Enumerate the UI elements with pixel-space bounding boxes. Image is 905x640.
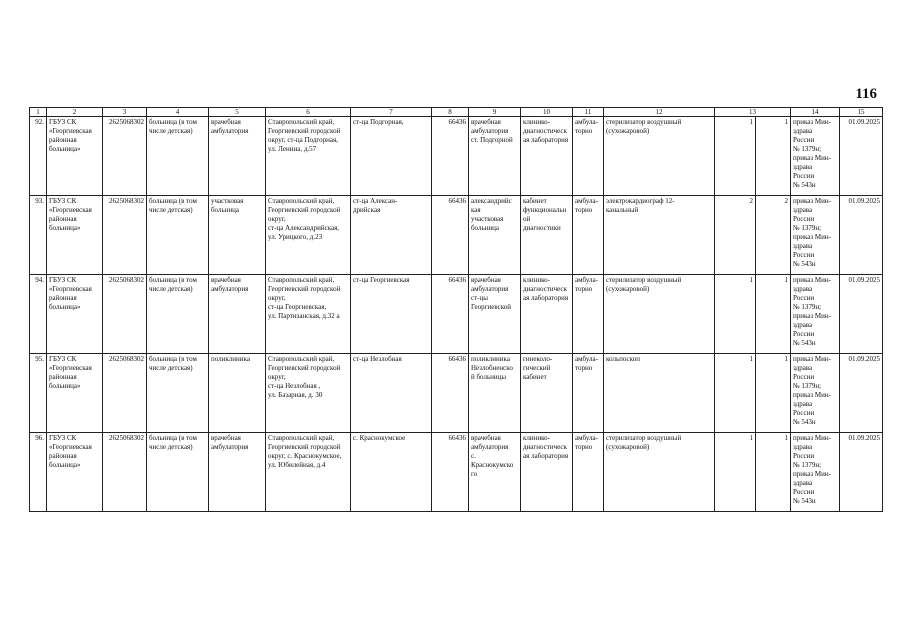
address-cell: Ставропольский край, Георгиевский городской округ, с. Краснокумское, ул. Юбилейная, д.4	[266, 433, 351, 512]
oktmo-code-cell: 66436	[432, 196, 469, 275]
organization-name-cell: ГБУЗ СК «Георгиевская районная больница»	[47, 354, 103, 433]
department-cell: клинико- диагностическ ая лаборатория	[521, 117, 573, 196]
quantity-required-cell: 1	[715, 433, 756, 512]
department-cell: кабинет функциональн ой диагностики	[521, 196, 573, 275]
quantity-planned-cell: 2	[756, 196, 791, 275]
oktmo-code-cell: 66436	[432, 354, 469, 433]
delivery-date-cell: 01.09.2025	[840, 354, 883, 433]
header-cell: 7	[351, 108, 432, 117]
header-cell: 3	[103, 108, 147, 117]
settlement-cell: с. Краснокумское	[351, 433, 432, 512]
facility-type-cell: больница (в том числе детская)	[147, 354, 209, 433]
organization-name-cell: ГБУЗ СК «Георгиевская районная больница»	[47, 117, 103, 196]
subdivision-name-cell: александрийс кая участковая больница	[469, 196, 521, 275]
facility-type-cell: больница (в том числе детская)	[147, 275, 209, 354]
subdivision-name-cell: врачебная амбулатория ст. Подгорной	[469, 117, 521, 196]
header-cell: 13	[715, 108, 791, 117]
delivery-date-cell: 01.09.2025	[840, 433, 883, 512]
organization-name-cell: ГБУЗ СК «Георгиевская районная больница»	[47, 433, 103, 512]
subdivision-type-cell: поликлиника	[209, 354, 266, 433]
table-row	[30, 354, 883, 433]
facility-type-cell: больница (в том числе детская)	[147, 433, 209, 512]
column-number-row	[30, 108, 883, 117]
inn-cell: 2625068302	[103, 196, 147, 275]
registry-table	[29, 107, 883, 512]
header-cell: 5	[209, 108, 266, 117]
quantity-required-cell: 2	[715, 196, 756, 275]
legal-basis-cell: приказ Мин- здрава России № 1379н; приказ Мин- здрава России № 543н	[791, 354, 840, 433]
facility-type-cell: больница (в том числе детская)	[147, 196, 209, 275]
delivery-date-cell: 01.09.2025	[840, 275, 883, 354]
header-cell: 9	[469, 108, 521, 117]
header-cell: 10	[521, 108, 573, 117]
table-row	[30, 196, 883, 275]
quantity-planned-cell: 1	[756, 275, 791, 354]
equipment-name-cell: стерилизатор воздушный (сухожаровой)	[604, 433, 715, 512]
address-cell: Ставропольский край, Георгиевский городской округ, ст-ца Подгорная, ул. Ленина, д.57	[266, 117, 351, 196]
row-number-cell: 95.	[30, 354, 47, 433]
department-cell: клинико- диагностическ ая лаборатория	[521, 433, 573, 512]
settlement-cell: ст-ца Незлобная	[351, 354, 432, 433]
quantity-planned-cell: 1	[756, 433, 791, 512]
settlement-cell: ст-ца Алексан- дрийская	[351, 196, 432, 275]
address-cell: Ставропольский край, Георгиевский городской округ, ст-ца Незлобная , ул. Базарная, д. 30	[266, 354, 351, 433]
subdivision-type-cell: врачебная амбулатория	[209, 275, 266, 354]
legal-basis-cell: приказ Мин- здрава России № 1379н; приказ Мин- здрава России № 543н	[791, 117, 840, 196]
legal-basis-cell: приказ Мин- здрава России № 1379н; приказ Мин- здрава России № 543н	[791, 433, 840, 512]
oktmo-code-cell: 66436	[432, 433, 469, 512]
header-cell: 11	[573, 108, 604, 117]
equipment-name-cell: стерилизатор воздушный (сухожаровой)	[604, 275, 715, 354]
row-number-cell: 94.	[30, 275, 47, 354]
organization-name-cell: ГБУЗ СК «Георгиевская районная больница»	[47, 196, 103, 275]
care-conditions-cell: амбула- торно	[573, 354, 604, 433]
delivery-date-cell: 01.09.2025	[840, 117, 883, 196]
equipment-name-cell: кольпоскоп	[604, 354, 715, 433]
inn-cell: 2625068302	[103, 354, 147, 433]
delivery-date-cell: 01.09.2025	[840, 196, 883, 275]
care-conditions-cell: амбула- торно	[573, 433, 604, 512]
header-cell: 14	[791, 108, 840, 117]
settlement-cell: ст-ца Подгорная,	[351, 117, 432, 196]
legal-basis-cell: приказ Мин- здрава России № 1379н; приказ Мин- здрава России № 543н	[791, 196, 840, 275]
settlement-cell: ст-ца Георгиевская	[351, 275, 432, 354]
care-conditions-cell: амбула- торно	[573, 275, 604, 354]
header-cell: 6	[266, 108, 351, 117]
header-cell: 1	[30, 108, 47, 117]
header-cell: 15	[840, 108, 883, 117]
subdivision-name-cell: поликлиника Незлобненско й больницы	[469, 354, 521, 433]
address-cell: Ставропольский край, Георгиевский городской округ, ст-ца Александрийская, ул. Урицкого, д.23	[266, 196, 351, 275]
header-cell: 2	[47, 108, 103, 117]
quantity-planned-cell: 1	[756, 354, 791, 433]
subdivision-type-cell: врачебная амбулатория	[209, 117, 266, 196]
header-cell: 12	[604, 108, 715, 117]
page-number: 116	[855, 86, 877, 102]
care-conditions-cell: амбула- торно	[573, 117, 604, 196]
legal-basis-cell: приказ Мин- здрава России № 1379н; приказ Мин- здрава России № 543н	[791, 275, 840, 354]
facility-type-cell: больница (в том числе детская)	[147, 117, 209, 196]
header-cell: 8	[432, 108, 469, 117]
quantity-planned-cell: 1	[756, 117, 791, 196]
table-row	[30, 433, 883, 512]
row-number-cell: 96.	[30, 433, 47, 512]
header-cell: 4	[147, 108, 209, 117]
quantity-required-cell: 1	[715, 117, 756, 196]
organization-name-cell: ГБУЗ СК «Георгиевская районная больница»	[47, 275, 103, 354]
equipment-name-cell: стерилизатор воздушный (сухожаровой)	[604, 117, 715, 196]
table-row	[30, 275, 883, 354]
subdivision-type-cell: участковая больница	[209, 196, 266, 275]
inn-cell: 2625068302	[103, 117, 147, 196]
subdivision-name-cell: врачебная амбулатория с. Краснокумско го	[469, 433, 521, 512]
subdivision-name-cell: врачебная амбулатория ст-цы Георгиевской	[469, 275, 521, 354]
department-cell: гинеколо- гический кабинет	[521, 354, 573, 433]
quantity-required-cell: 1	[715, 354, 756, 433]
table-row	[30, 117, 883, 196]
quantity-required-cell: 1	[715, 275, 756, 354]
inn-cell: 2625068302	[103, 275, 147, 354]
address-cell: Ставропольский край, Георгиевский городской округ, ст-ца Георгиевская, ул. Партизанская, д.32 а	[266, 275, 351, 354]
equipment-name-cell: электрокардиограф 12- канальный	[604, 196, 715, 275]
department-cell: клинико- диагностическ ая лаборатория	[521, 275, 573, 354]
care-conditions-cell: амбула- торно	[573, 196, 604, 275]
inn-cell: 2625068302	[103, 433, 147, 512]
row-number-cell: 92.	[30, 117, 47, 196]
row-number-cell: 93.	[30, 196, 47, 275]
subdivision-type-cell: врачебная амбулатория	[209, 433, 266, 512]
oktmo-code-cell: 66436	[432, 117, 469, 196]
oktmo-code-cell: 66436	[432, 275, 469, 354]
